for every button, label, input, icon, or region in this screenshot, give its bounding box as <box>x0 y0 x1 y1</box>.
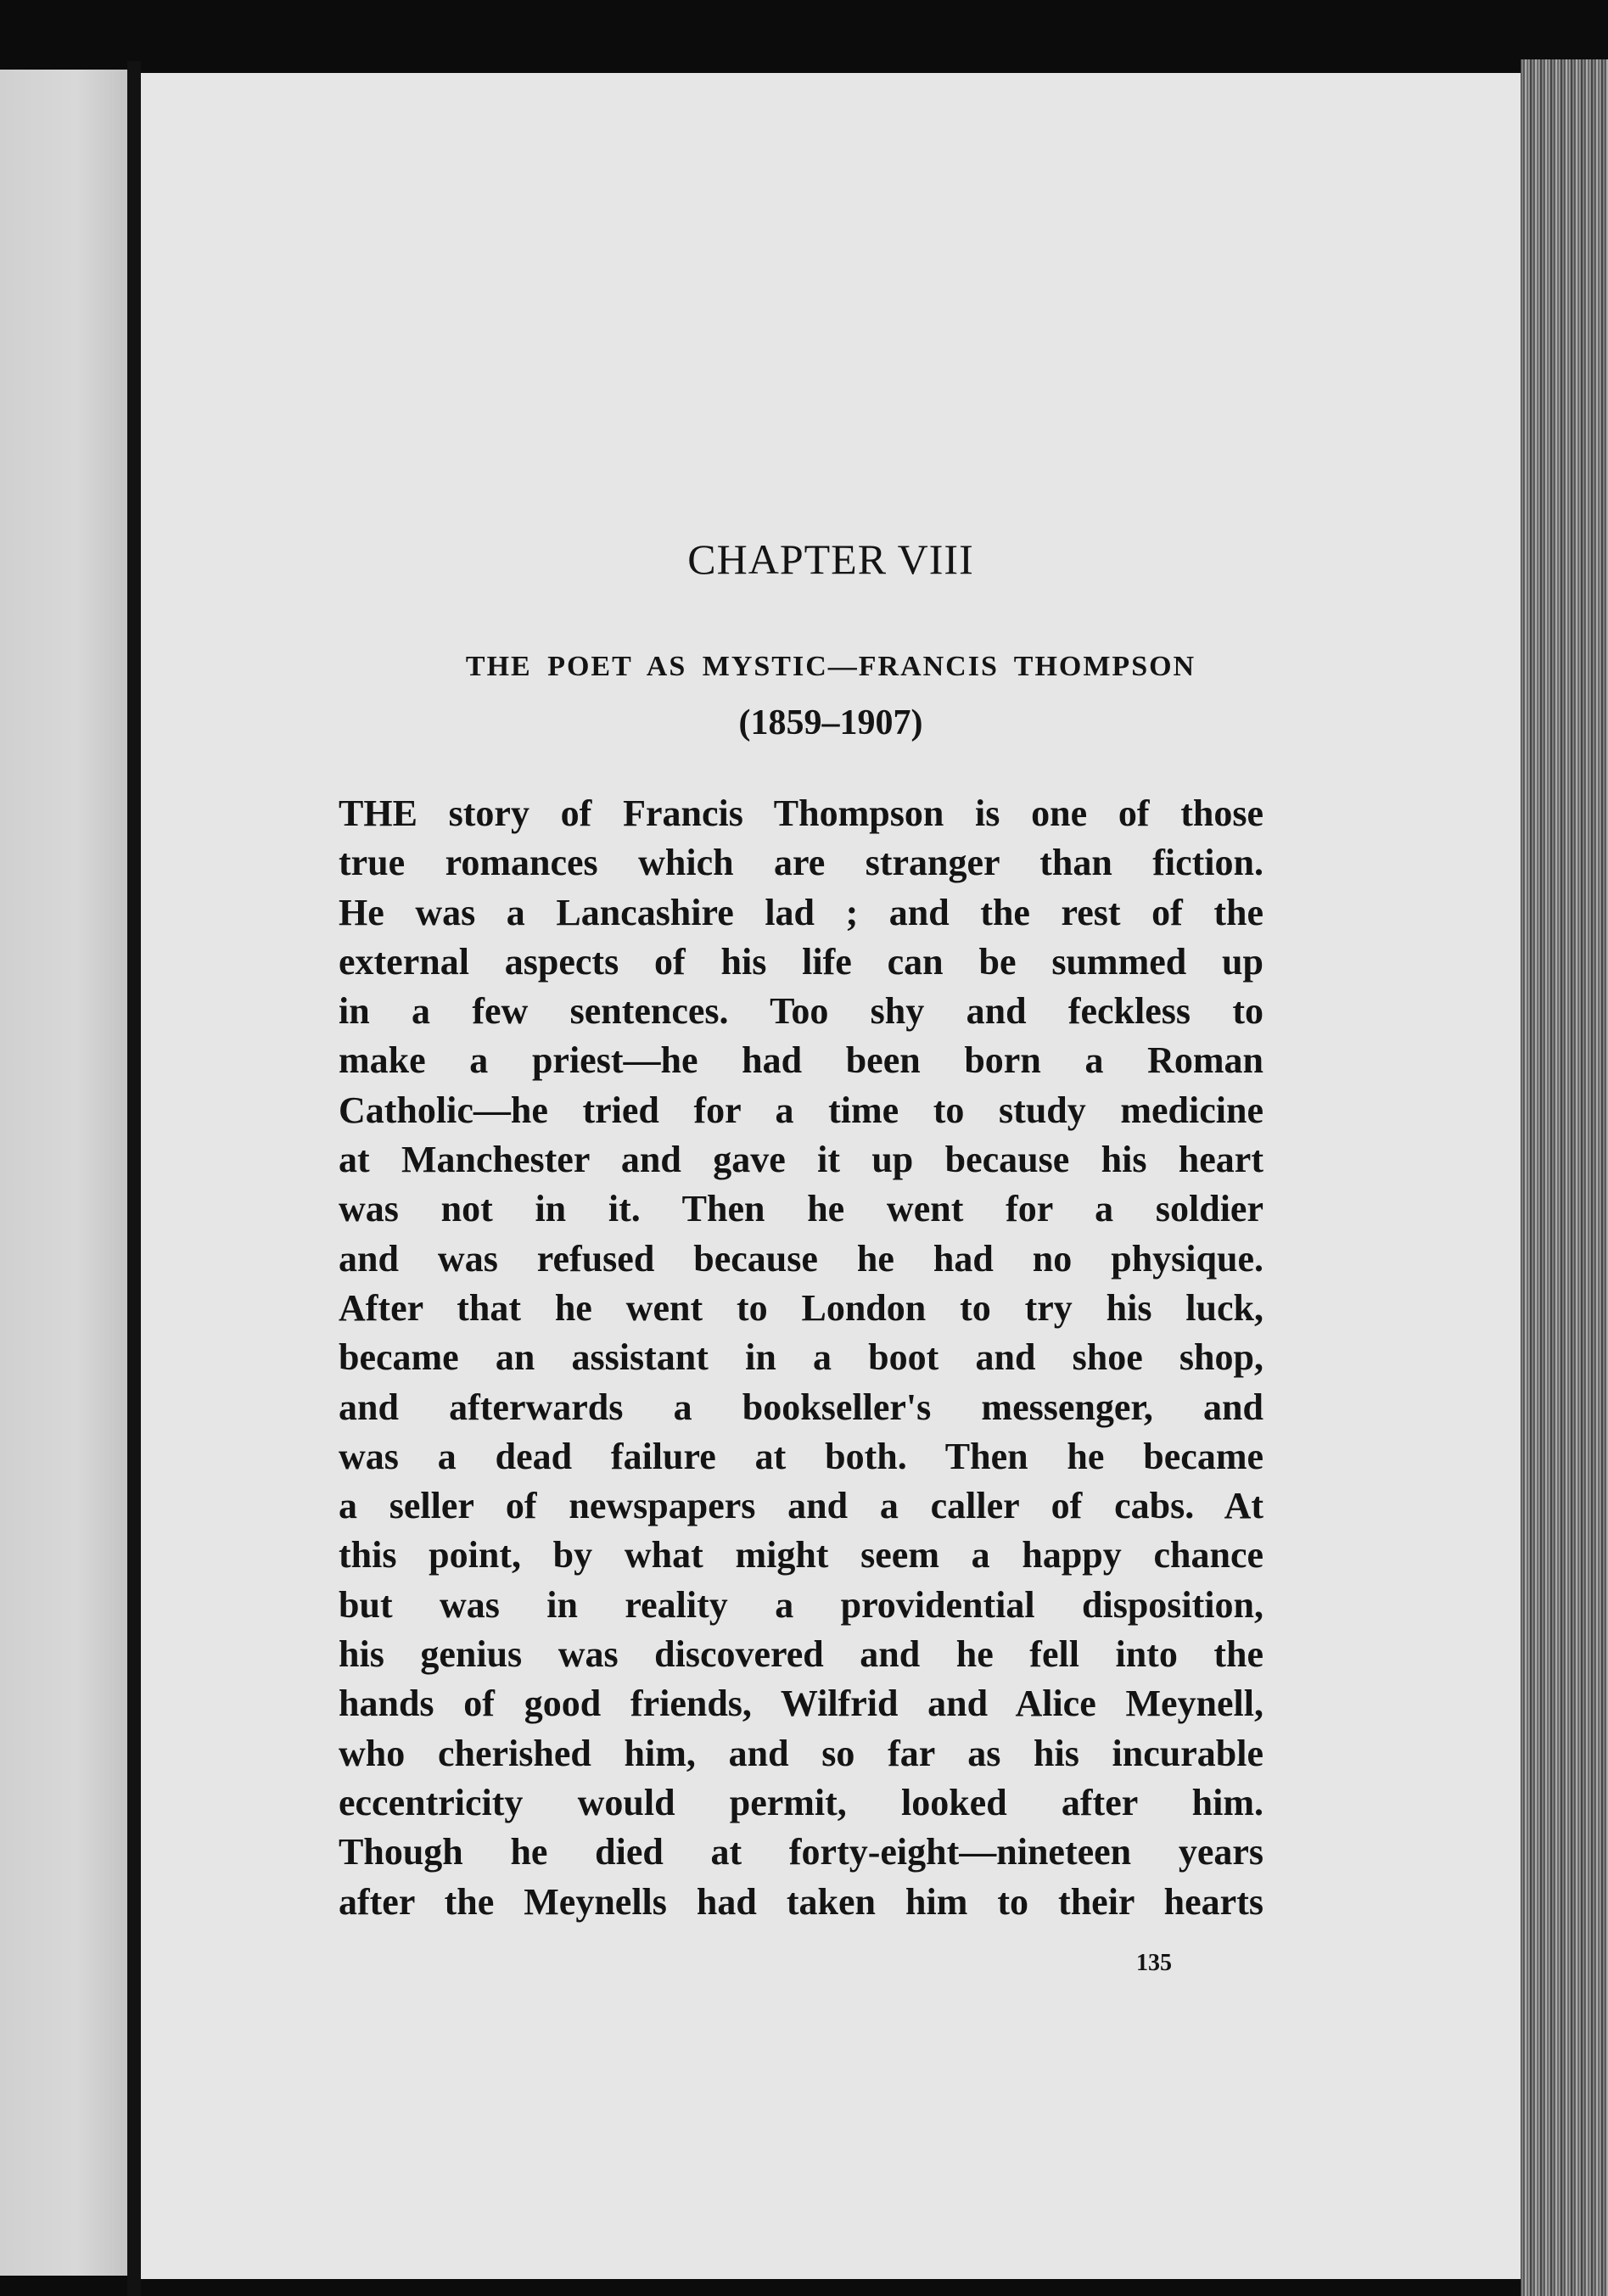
text-line: eccentricity would permit, looked after him. <box>339 1781 1263 1823</box>
text-line: but was in reality a providential disposition, <box>339 1583 1263 1626</box>
text-line: Though he died at forty-eight—nineteen years <box>339 1831 1263 1873</box>
body-paragraph <box>339 789 1263 1927</box>
text-line: at Manchester and gave it up because his heart <box>339 1139 1263 1181</box>
book-gutter <box>127 61 141 2296</box>
page-number: 135 <box>1136 1950 1172 1976</box>
previous-page-edge <box>0 70 127 2276</box>
text-line: was a dead failure at both. Then he became <box>339 1435 1263 1477</box>
text-line: Catholic—he tried for a time to study medicine <box>339 1089 1263 1131</box>
text-line: his genius was discovered and he fell into the <box>339 1633 1263 1676</box>
text-line: was not in it. Then he went for a soldier <box>339 1188 1263 1230</box>
chapter-heading: CHAPTER VIII <box>687 535 974 583</box>
text-line: true romances which are stranger than fiction. <box>339 842 1263 884</box>
text-line: He was a Lancashire lad ; and the rest of the <box>339 891 1263 933</box>
page-stack-edge <box>1521 59 1608 2296</box>
text-line: and was refused because he had no physique. <box>339 1237 1263 1280</box>
text-line: after the Meynells had taken him to their hearts <box>339 1880 1263 1923</box>
text-line: and afterwards a bookseller's messenger, and <box>339 1386 1263 1428</box>
text-line: make a priest—he had been born a Roman <box>339 1039 1263 1082</box>
text-line: external aspects of his life can be summed up <box>339 940 1263 983</box>
text-line: in a few sentences. Too shy and feckless to <box>339 990 1263 1033</box>
text-line: a seller of newspapers and a caller of cabs. At <box>339 1485 1263 1527</box>
chapter-dates: (1859–1907) <box>738 703 923 742</box>
text-line: became an assistant in a boot and shoe shop, <box>339 1336 1263 1379</box>
chapter-subtitle: THE POET AS MYSTIC—FRANCIS THOMPSON <box>465 651 1196 682</box>
text-line: THE story of Francis Thompson is one of those <box>339 792 1263 834</box>
text-line: hands of good friends, Wilfrid and Alice Meynell, <box>339 1683 1263 1725</box>
text-line: this point, by what might seem a happy chance <box>339 1534 1263 1576</box>
text-line: who cherished him, and so far as his incurable <box>339 1732 1263 1774</box>
text-line: After that he went to London to try his luck, <box>339 1286 1263 1329</box>
